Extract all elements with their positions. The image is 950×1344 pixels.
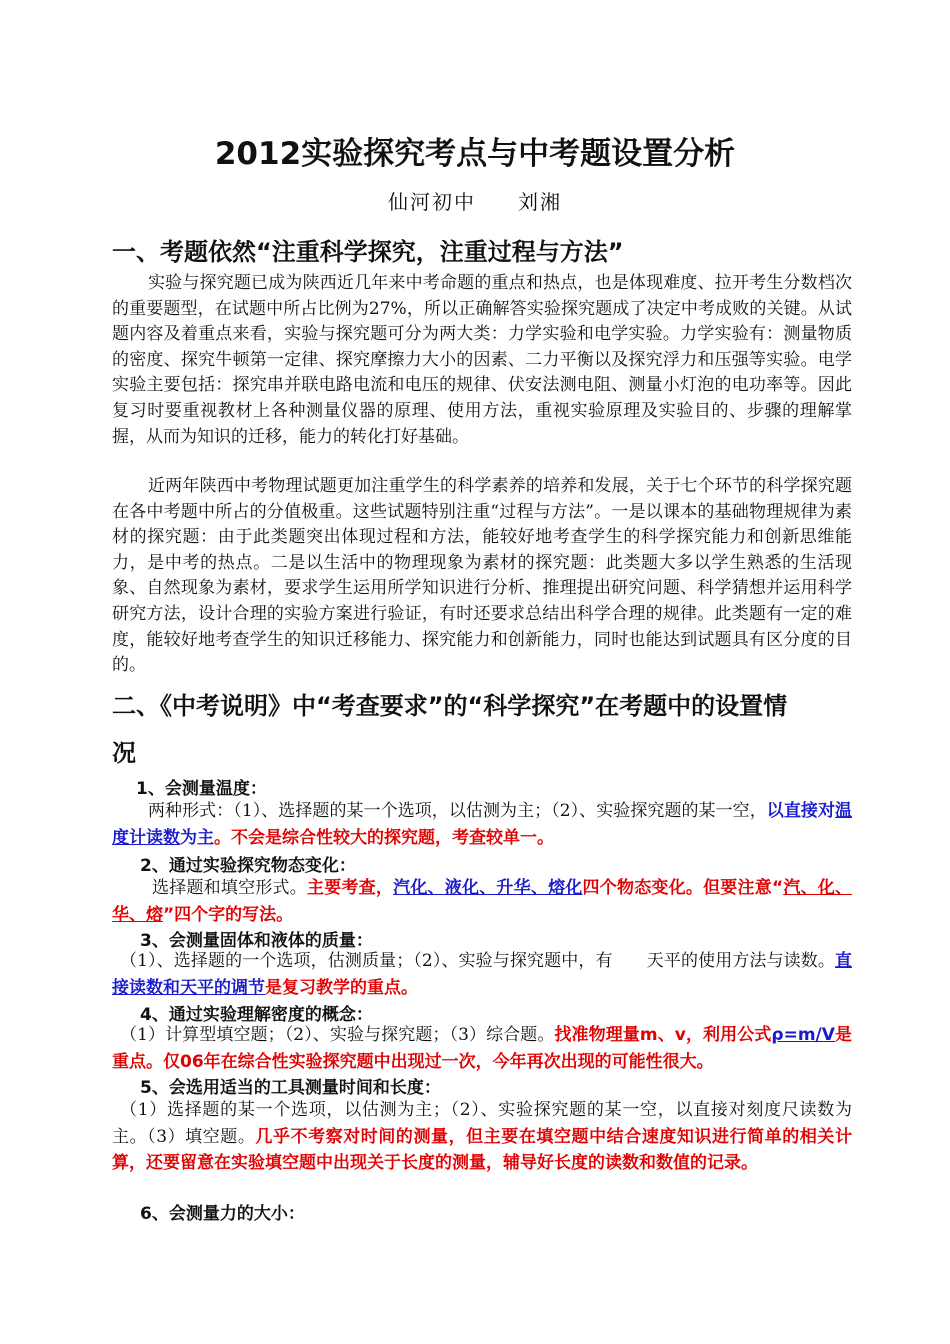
section2-heading (112, 686, 852, 721)
item-1-title: 1、会测量温度： (136, 779, 267, 799)
item-5-body (112, 1097, 852, 1177)
item-5-plain: （1）选择题的某一个选项，以估测为主；（2）、实验探究题的某一空，以直接对刻度尺读数为主。（3）填空题。 (112, 1100, 852, 1147)
author-name: 刘湘 (518, 190, 562, 214)
item-2-body (112, 875, 852, 928)
item-3-body (112, 948, 852, 1001)
item-3-plain: （1）、选择题的一个选项，估测质量；（2）、实验与探究题中，有 天平的使用方法与读数。 (120, 951, 835, 971)
item-1-plain: 两种形式：（1）、选择题的某一个选项，以估测为主；（2）、实验探究题的某一空， (148, 801, 767, 821)
item-3-red: 是复习教学的重点。 (265, 977, 418, 998)
item-6-title: 6、会测量力的大小： (140, 1204, 305, 1224)
document-title: 2012实验探究考点与中考题设置分析 (214, 136, 736, 172)
item-4-title: 4、通过实验理解密度的概念： (140, 1005, 373, 1025)
item-4-plain: （1）计算型填空题；（2）、实验与探究题；（3）综合题。 (120, 1025, 555, 1045)
item-2-red-b: 四个物态变化。但要注意“ (582, 878, 784, 898)
item-2-title: 2、通过实验探究物态变化： (140, 856, 356, 876)
item-4-body (112, 1022, 852, 1075)
item-1-red: 。不会是综合性较大的探究题，考查较单一。 (214, 827, 554, 848)
item-1-blue-underline: 温度计读数 (112, 801, 853, 848)
item-5-title: 5、会选用适当的工具测量时间和长度： (140, 1078, 441, 1098)
section2-heading-cont (112, 733, 852, 768)
author-school: 仙河初中 (388, 190, 476, 214)
item-1-blue-b: 为主 (180, 827, 214, 848)
item-1-body (112, 798, 852, 851)
item-2-red-underline: 汽、化、华、熔 (112, 878, 853, 925)
item-4-red-b: 是重点。仅06年在综合性实验探究题中出现过一次，今年再次出现的可能性很大。 (112, 1025, 853, 1072)
item-2-plain: 选择题和填空形式。 (152, 878, 307, 898)
section2-heading-line1: 二、《中考说明》中“考查要求”的“科学探究”在考题中的设置情 (112, 692, 788, 720)
section1-paragraph-1: 实验与探究题已成为陕西近几年来中考命题的重点和热点，也是体现难度、拉开考生分数档次的重要题型，在试题中所占比例为27%，所以正确解答实验探究题成了决定中考成败的关键。从试题内容及着重点来看，实验与探究题可分为两大类：力学实验和电学实验。力学实验有：测量物质的密度、探究牛顿第一定律、探究摩擦力大小的因素、二力平衡以及探究浮力和压强等实验。电学实验主要包括：探究串并联电路电流和电压的规律、伏安法测电阻、测量小灯泡的电功率等。因此复习时要重视教材上各种测量仪器的原理、使用方法，重视实验原理及实验目的、步骤的理解掌握，从而为知识的迁移，能力的转化打好基础。 (112, 273, 852, 447)
author-line (0, 186, 950, 215)
item-4-blue-underline: ρ=m/V (771, 1025, 835, 1045)
section1-paragraph-2: 近两年陕西中考物理试题更加注重学生的科学素养的培养和发展，关于七个环节的科学探究题在各中考题中所占的分值极重。这些试题特别注重“过程与方法”。一是以课本的基础物理规律为素材的探究题：由于此类题突出体现过程和方法，能较好地考查学生的科学探究能力和创新思维能力，是中考的热点。二是以生活中的物理现象为素材的探究题：此类题大多以学生熟悉的生活现象、自然现象为素材，要求学生运用所学知识进行分析、推理提出研究问题、科学猜想并运用科学研究方法，设计合理的实验方案进行验证，有时还要求总结出科学合理的规律。此类题有一定的难度，能较好地考查学生的知识迁移能力、探究能力和创新能力，同时也能达到试题具有区分度的目的。 (112, 476, 852, 676)
item-3-blue-underline: 直接读数和天平的调节 (112, 951, 852, 998)
section2-heading-line2: 况 (112, 739, 136, 767)
item-4-red-a: 找准物理量m、v，利用公式 (554, 1025, 772, 1045)
section1-heading: 一、考题依然“注重科学探究，注重过程与方法” (112, 238, 624, 266)
item-2-red-c: ”四个字的写法。 (163, 904, 294, 925)
item-1-blue-a: 以直接对 (766, 801, 836, 821)
item-3-title: 3、会测量固体和液体的质量： (140, 931, 373, 951)
item-2-red-a: 主要考查， (306, 878, 394, 898)
item-2-blue-underline: 汽化、液化、升华、熔化 (393, 878, 583, 898)
item-5-red: 几乎不考察对时间的测量，但主要在填空题中结合速度知识进行简单的相关计算，还要留意在实验填空题中出现关于长度的测量，辅导好长度的读数和数值的记录。 (112, 1126, 852, 1173)
